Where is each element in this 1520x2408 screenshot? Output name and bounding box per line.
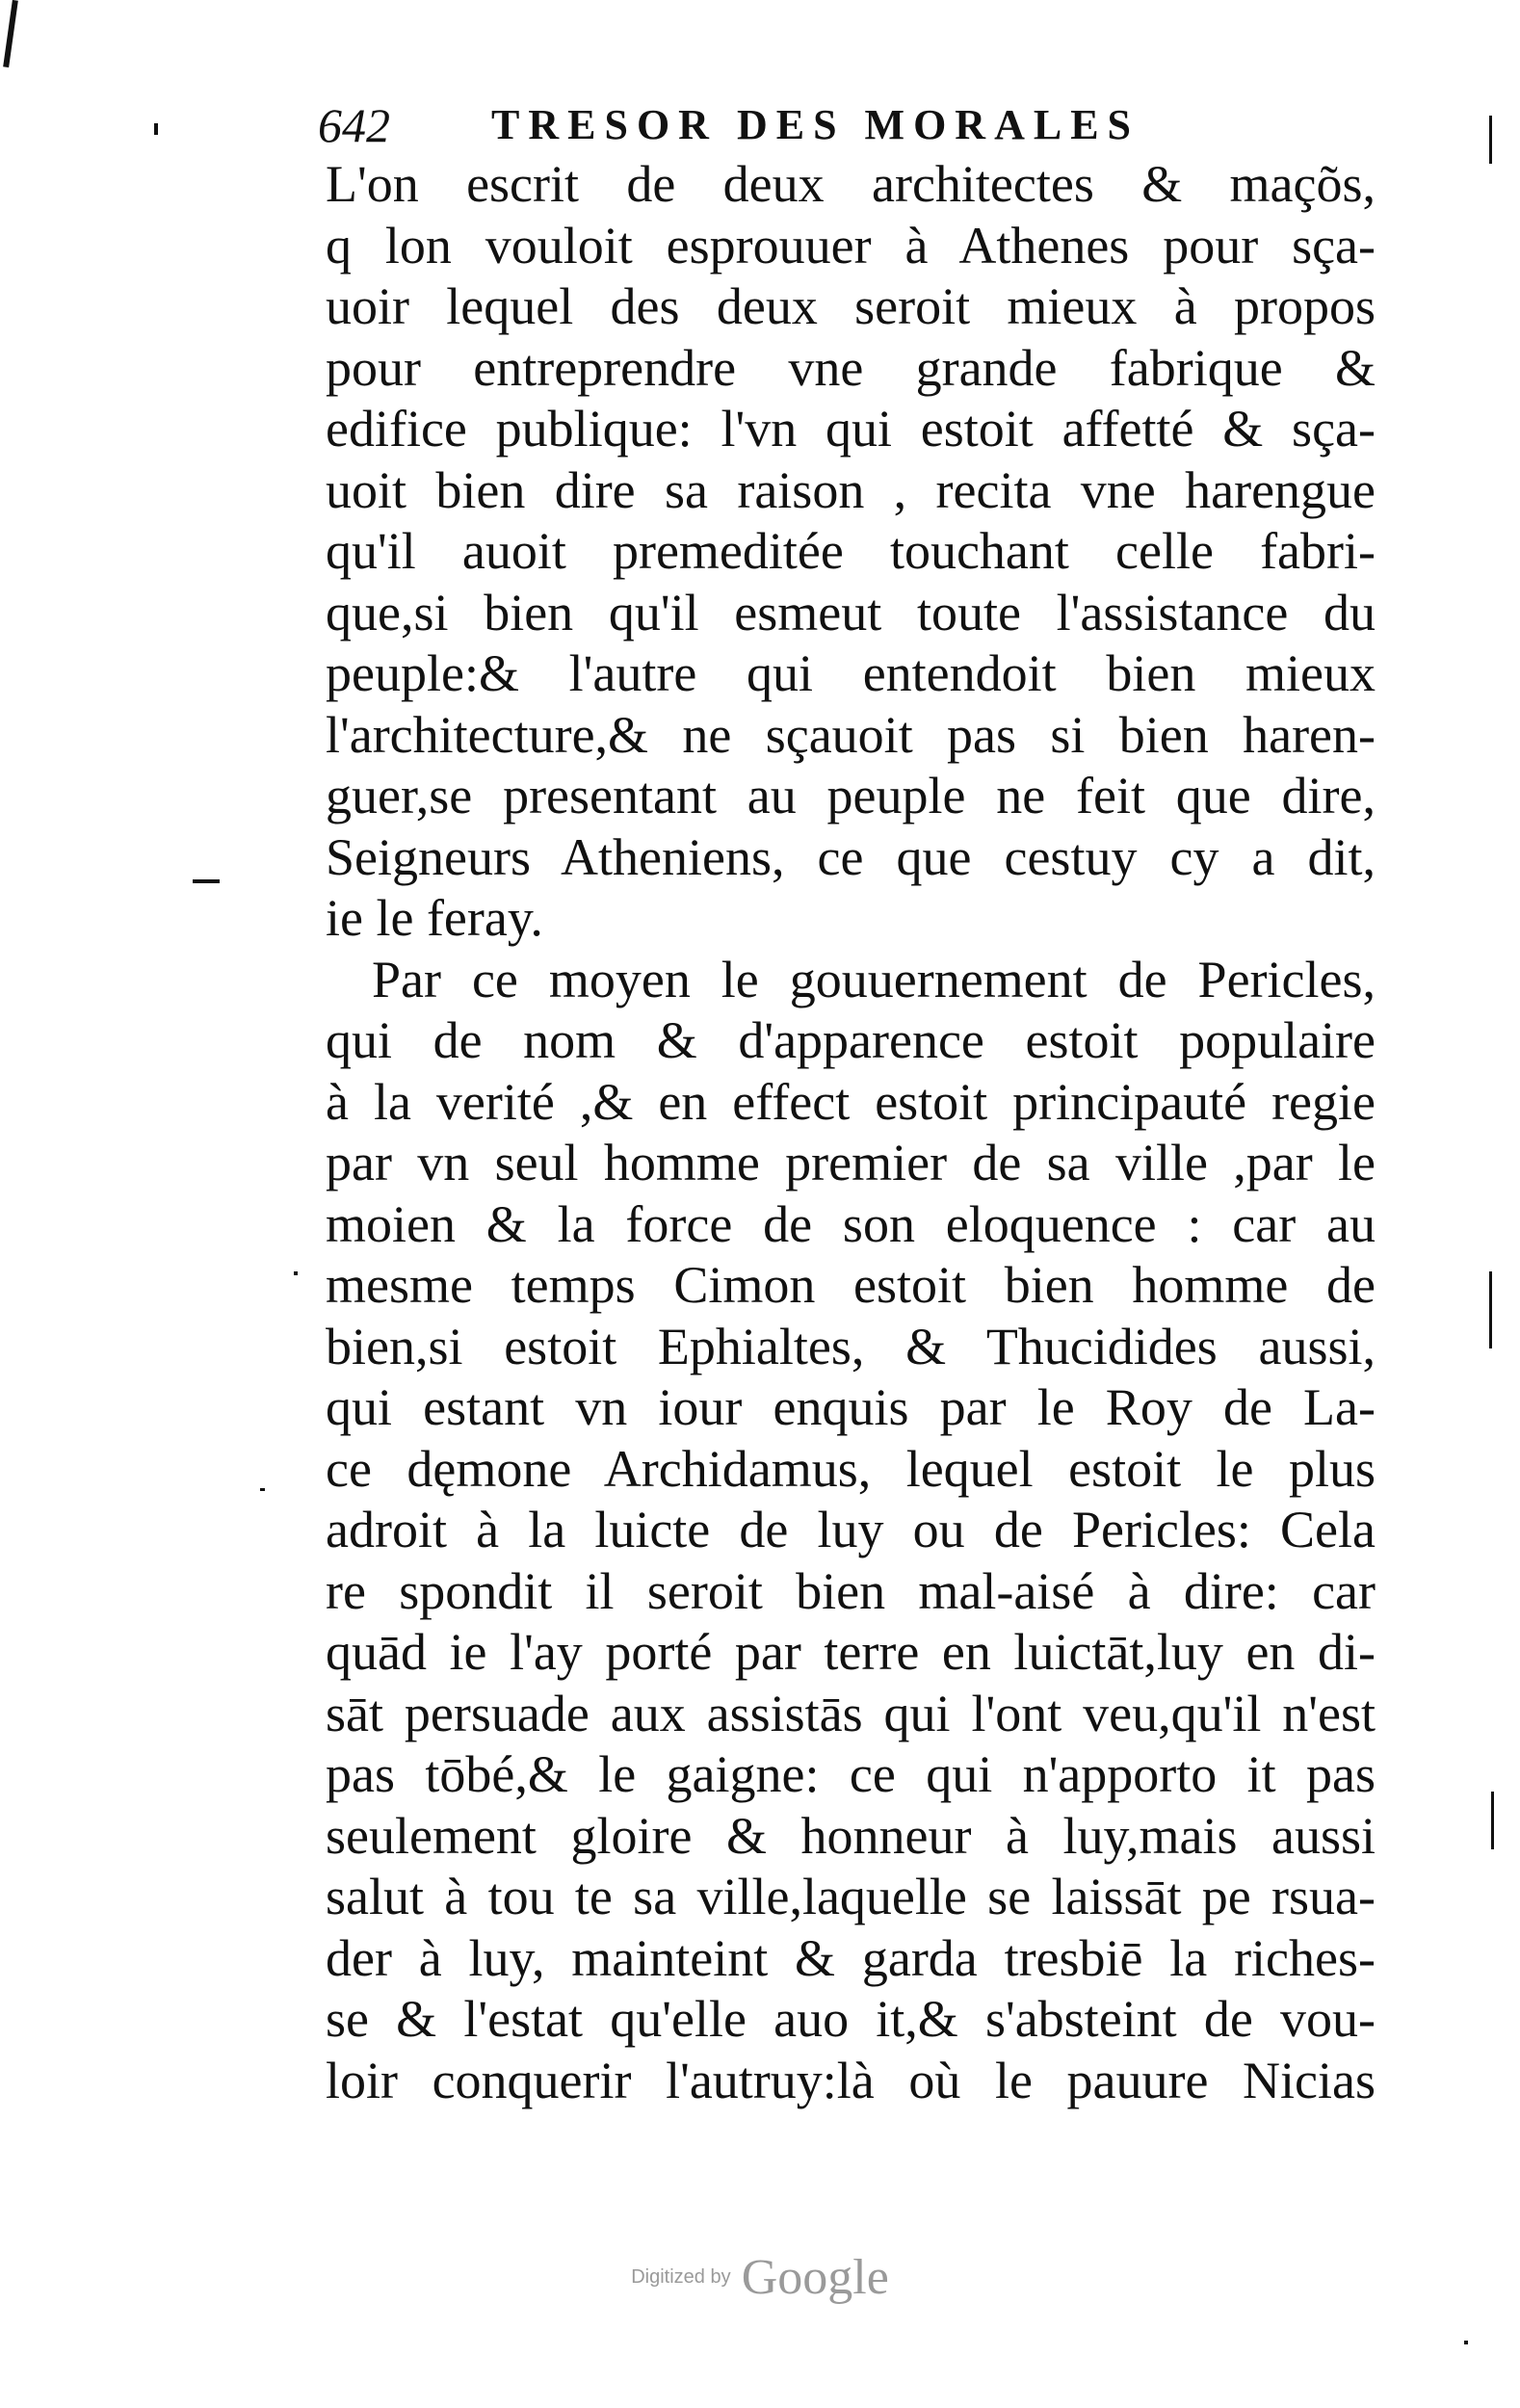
scan-dot-mark: [1464, 2341, 1468, 2344]
scan-edge-mark: [1489, 116, 1492, 164]
scan-dot-mark: [260, 1488, 265, 1491]
text-line: uoit bien dire sa raison , recita vne harengue: [326, 460, 1376, 519]
text-line: q lon vouloit esprouuer à Athenes pour sça-: [326, 216, 1376, 275]
text-line: pour entreprendre vne grande fabrique &: [326, 338, 1376, 397]
text-line: qui de nom & d'apparence estoit populaire: [326, 1011, 1376, 1069]
scan-dot-mark: [294, 1271, 298, 1275]
text-line: Par ce moyen le gouuernement de Pericles,: [372, 950, 1376, 1008]
google-logo-text: Google: [741, 2250, 889, 2305]
text-line: l'architecture,& ne sçauoit pas si bien haren-: [326, 705, 1376, 764]
text-line: re spondit il seroit bien mal-aisé à dire: car: [326, 1561, 1376, 1620]
scan-dot-mark: [154, 123, 158, 135]
text-line: guer,se presentant au peuple ne feit que dire,: [326, 767, 1376, 824]
page-header: [318, 92, 1377, 159]
text-line: peuple:& l'autre qui entendoit bien mieux: [326, 644, 1376, 702]
text-line: par vn seul homme premier de sa ville ,par le: [326, 1134, 1376, 1191]
text-line: edifice publique: l'vn qui estoit affetté & sça-: [326, 400, 1376, 458]
text-line: ie le feray.: [326, 889, 543, 947]
text-line: pas tōbé,& le gaigne: ce qui n'apporto it pas: [326, 1745, 1376, 1803]
text-line: mesme temps Cimon estoit bien homme de: [326, 1256, 1376, 1314]
scan-dash-mark: [193, 879, 220, 883]
text-line: moien & la force de son eloquence : car au: [326, 1194, 1376, 1253]
text-line: loir conquerir l'autruy:là où le pauure Nicias: [326, 2051, 1376, 2109]
digitized-watermark: [0, 2249, 1520, 2306]
scan-edge-mark: [1489, 1271, 1492, 1348]
running-head: TRESOR DES MORALES: [491, 101, 1140, 148]
text-line: seulement gloire & honneur à luy,mais aussi: [326, 1806, 1376, 1865]
text-line: adroit à la luicte de luy ou de Pericles: Cela: [326, 1501, 1376, 1558]
text-line: se & l'estat qu'elle auo it,& s'absteint de vou-: [326, 1990, 1376, 2048]
body-text: [326, 154, 1376, 2111]
digitized-by-label: Digitized by: [631, 2266, 731, 2288]
scan-edge-mark: [1491, 1792, 1494, 1849]
text-line: uoir lequel des deux seroit mieux à propos: [326, 277, 1376, 335]
text-line: à la verité ,& en effect estoit principauté regie: [326, 1072, 1376, 1131]
text-line: qu'il auoit premeditée touchant celle fabri-: [326, 522, 1376, 580]
page-number: 642: [318, 98, 390, 152]
scan-edge-mark: [3, 0, 18, 67]
text-line: der à luy, mainteint & garda tresbiē la riches-: [326, 1928, 1376, 1987]
text-line: bien,si estoit Ephialtes, & Thucidides aussi,: [326, 1317, 1376, 1375]
text-line: que,si bien qu'il esmeut toute l'assistance du: [326, 583, 1376, 641]
text-line: salut à tou te sa ville,laquelle se laissāt pe rsua-: [326, 1868, 1376, 1925]
text-line: ce dęmone Archidamus, lequel estoit le plus: [326, 1439, 1376, 1498]
text-line: qui estant vn iour enquis par le Roy de La-: [326, 1378, 1376, 1436]
text-line: L'on escrit de deux architectes & maçõs,: [326, 155, 1376, 213]
text-line: sāt persuade aux assistās qui l'ont veu,qu'il n'est: [326, 1684, 1376, 1742]
text-line: quād ie l'ay porté par terre en luictāt,luy en di-: [326, 1623, 1376, 1681]
text-line: Seigneurs Atheniens, ce que cestuy cy a dit,: [326, 827, 1376, 886]
